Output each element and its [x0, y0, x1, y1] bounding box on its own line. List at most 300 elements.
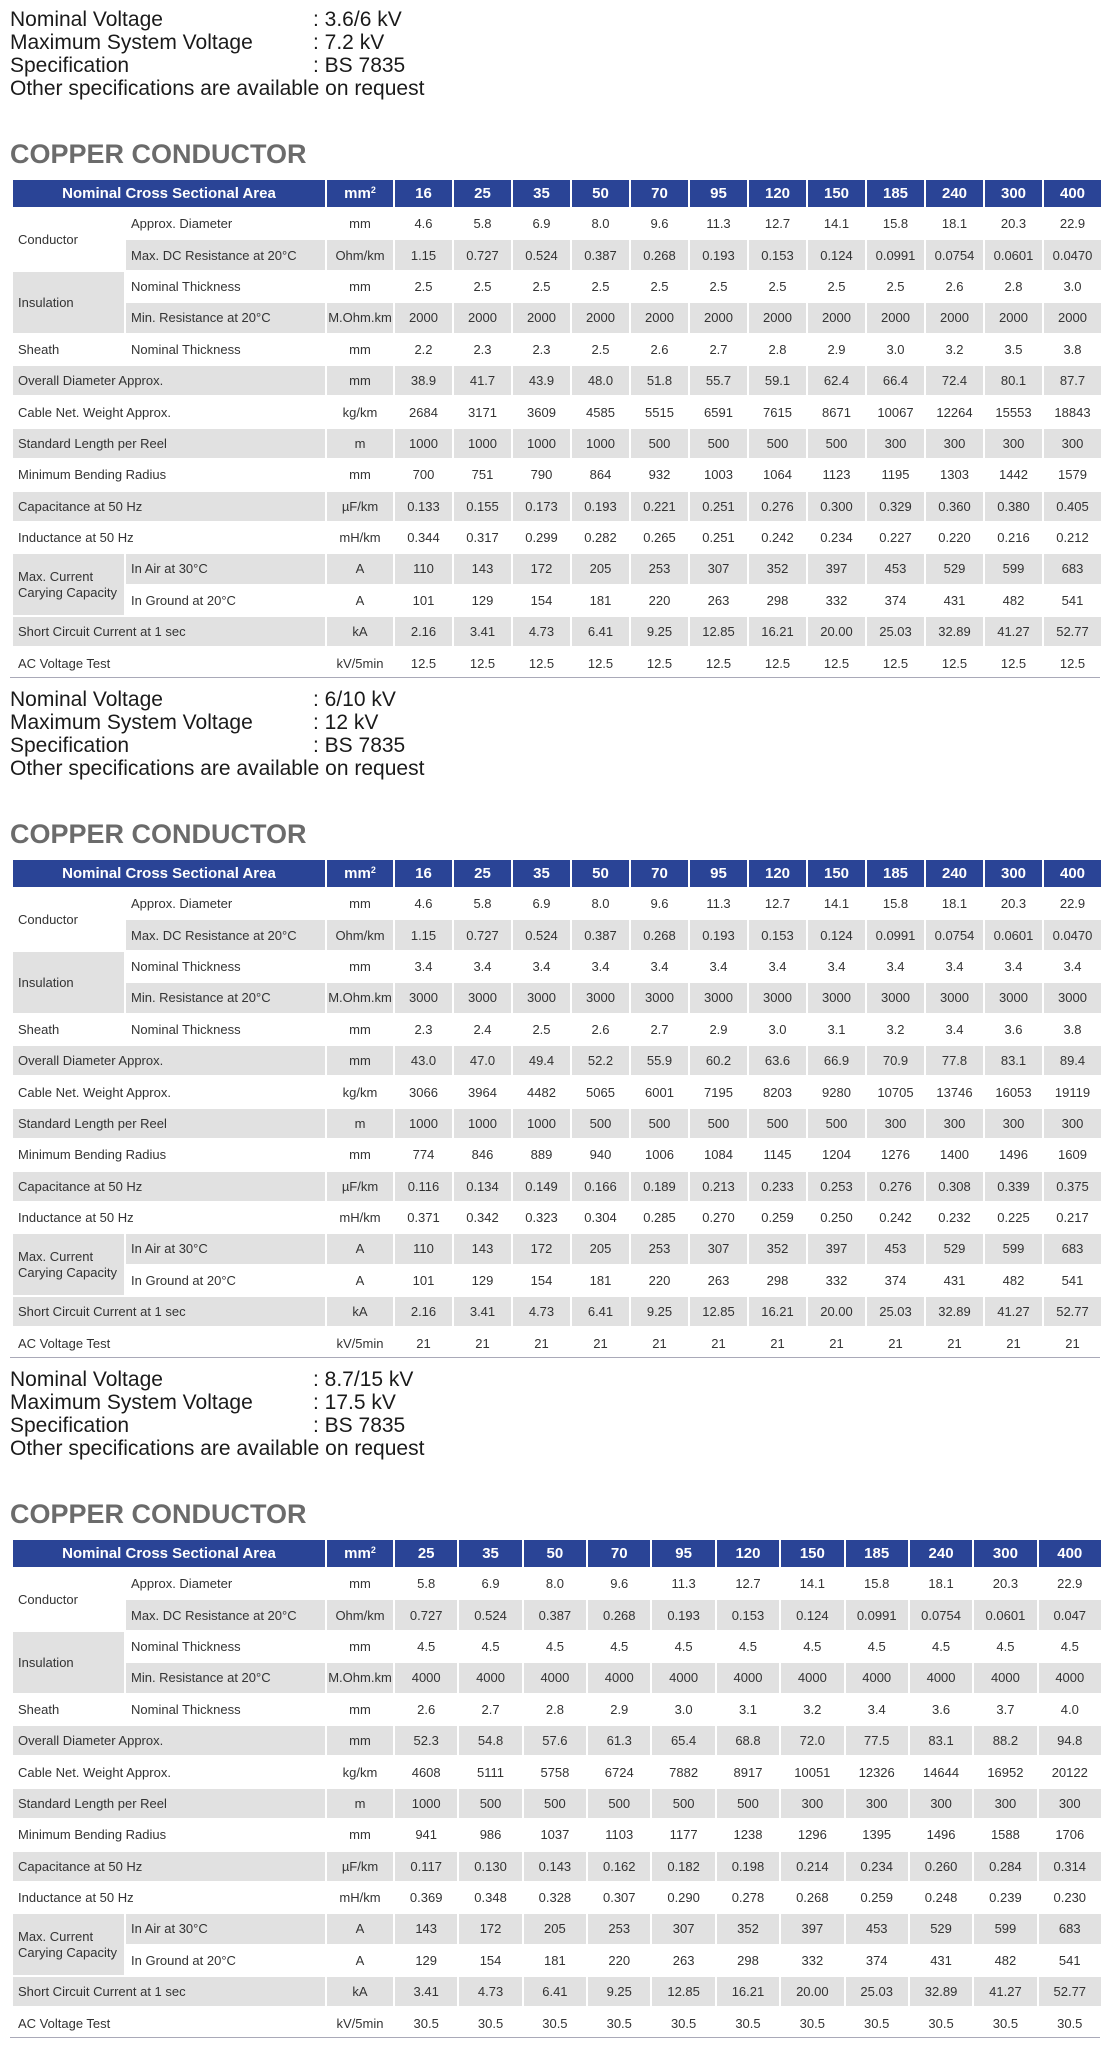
- header-size-185: 185: [846, 1540, 908, 1569]
- value-cell: 3000: [867, 983, 924, 1014]
- value-cell: 500: [652, 1789, 714, 1820]
- value-cell: 129: [454, 1266, 511, 1297]
- value-cell: 16.21: [749, 1297, 806, 1328]
- header-size-120: 120: [749, 860, 806, 889]
- spec-label: Maximum System Voltage: [10, 31, 253, 54]
- header-size-70: 70: [631, 180, 688, 209]
- header-size-16: 16: [395, 180, 452, 209]
- value-cell: 0.116: [395, 1172, 452, 1203]
- value-cell: 41.27: [985, 1297, 1042, 1328]
- value-cell: 3.7: [974, 1695, 1036, 1726]
- value-cell: 0.251: [690, 492, 747, 523]
- value-cell: 6724: [588, 1757, 650, 1788]
- value-cell: 397: [781, 1914, 843, 1945]
- value-cell: 8671: [808, 397, 865, 428]
- group-label-conductor: Conductor: [13, 209, 124, 272]
- value-cell: 599: [985, 1234, 1042, 1265]
- row-label: Inductance at 50 Hz: [13, 1203, 325, 1234]
- value-cell: 15.8: [867, 889, 924, 920]
- value-cell: 0.242: [867, 1203, 924, 1234]
- value-cell: 0.193: [652, 1600, 714, 1631]
- value-cell: 4000: [974, 1663, 1036, 1694]
- row-label: Max. DC Resistance at 20°C: [126, 1600, 325, 1631]
- table-row: [13, 617, 1101, 648]
- value-cell: 22.9: [1044, 889, 1101, 920]
- value-cell: 500: [717, 1789, 779, 1820]
- value-cell: 66.9: [808, 1046, 865, 1077]
- value-cell: 4.5: [781, 1632, 843, 1663]
- value-cell: 263: [690, 586, 747, 617]
- value-cell: 143: [454, 1234, 511, 1265]
- row-label: Cable Net. Weight Approx.: [13, 1757, 325, 1788]
- row-unit: kA: [327, 1977, 393, 2008]
- value-cell: 32.89: [926, 617, 983, 648]
- value-cell: 6.41: [572, 1297, 629, 1328]
- value-cell: 352: [717, 1914, 779, 1945]
- row-unit: µF/km: [327, 1172, 393, 1203]
- value-cell: 12.5: [395, 648, 452, 679]
- header-size-50: 50: [572, 180, 629, 209]
- value-cell: 3000: [1044, 983, 1101, 1014]
- table-row: [13, 1046, 1101, 1077]
- row-label: In Ground at 20°C: [126, 586, 325, 617]
- value-cell: 5111: [459, 1757, 521, 1788]
- row-unit: m: [327, 1789, 393, 1820]
- table-row: [13, 1883, 1101, 1914]
- value-cell: 2.5: [631, 272, 688, 303]
- header-unit: [327, 180, 393, 209]
- value-cell: 2.8: [749, 335, 806, 366]
- spec-note: Other specifications are available on request: [10, 757, 425, 780]
- row-unit: µF/km: [327, 492, 393, 523]
- row-unit: M.Ohm.km: [327, 983, 393, 1014]
- row-label: Inductance at 50 Hz: [13, 1883, 325, 1914]
- value-cell: 4.5: [588, 1632, 650, 1663]
- value-cell: 129: [454, 586, 511, 617]
- value-cell: 172: [513, 1234, 570, 1265]
- value-cell: 374: [867, 1266, 924, 1297]
- table-header-row: [13, 1540, 1101, 1569]
- value-cell: 0.0754: [926, 920, 983, 951]
- value-cell: 41.27: [985, 617, 1042, 648]
- table-row: [13, 240, 1101, 271]
- value-cell: 0.276: [749, 492, 806, 523]
- value-cell: 431: [926, 586, 983, 617]
- value-cell: 253: [631, 554, 688, 585]
- value-cell: 4000: [524, 1663, 586, 1694]
- spec-max-voltage: [10, 1391, 424, 1414]
- value-cell: 700: [395, 460, 452, 491]
- group-label-conductor: Conductor: [13, 1569, 124, 1632]
- value-cell: 332: [808, 586, 865, 617]
- value-cell: 0.268: [631, 920, 688, 951]
- value-cell: 3.4: [808, 952, 865, 983]
- value-cell: 0.189: [631, 1172, 688, 1203]
- value-cell: 3000: [631, 983, 688, 1014]
- row-label: Cable Net. Weight Approx.: [13, 1077, 325, 1108]
- row-unit: mm: [327, 1046, 393, 1077]
- table-bottom-rule: [10, 2037, 1100, 2038]
- value-cell: 1579: [1044, 460, 1101, 491]
- value-cell: 12.5: [631, 648, 688, 679]
- spec-value: : BS 7835: [313, 54, 406, 77]
- value-cell: 3.2: [867, 1015, 924, 1046]
- row-label: Capacitance at 50 Hz: [13, 1852, 325, 1883]
- value-cell: 2000: [631, 303, 688, 334]
- header-size-25: 25: [454, 860, 511, 889]
- section-title: COPPER CONDUCTOR: [10, 139, 307, 169]
- value-cell: 55.7: [690, 366, 747, 397]
- value-cell: 0.217: [1044, 1203, 1101, 1234]
- value-cell: 2.5: [513, 1015, 570, 1046]
- value-cell: 3.41: [454, 1297, 511, 1328]
- value-cell: 3.4: [1044, 952, 1101, 983]
- spec-label: Nominal Voltage: [10, 688, 163, 711]
- value-cell: 10051: [781, 1757, 843, 1788]
- row-label: Overall Diameter Approx.: [13, 1046, 325, 1077]
- value-cell: 0.149: [513, 1172, 570, 1203]
- value-cell: 0.371: [395, 1203, 452, 1234]
- value-cell: 63.6: [749, 1046, 806, 1077]
- value-cell: 83.1: [910, 1726, 972, 1757]
- value-cell: 300: [974, 1789, 1036, 1820]
- value-cell: 3.5: [985, 335, 1042, 366]
- value-cell: 3.4: [454, 952, 511, 983]
- table-row: [13, 1757, 1101, 1788]
- row-unit: mH/km: [327, 1883, 393, 1914]
- value-cell: 0.524: [459, 1600, 521, 1631]
- value-cell: 397: [808, 554, 865, 585]
- value-cell: 4.5: [459, 1632, 521, 1663]
- value-cell: 21: [1044, 1328, 1101, 1359]
- table-row: [13, 648, 1101, 679]
- value-cell: 60.2: [690, 1046, 747, 1077]
- row-label: In Air at 30°C: [126, 1234, 325, 1265]
- value-cell: 599: [974, 1914, 1036, 1945]
- value-cell: 2.5: [749, 272, 806, 303]
- header-unit: [327, 1540, 393, 1569]
- value-cell: 0.317: [454, 523, 511, 554]
- value-cell: 3.2: [781, 1695, 843, 1726]
- value-cell: 541: [1044, 586, 1101, 617]
- header-size-150: 150: [781, 1540, 843, 1569]
- value-cell: 790: [513, 460, 570, 491]
- value-cell: 2000: [808, 303, 865, 334]
- value-cell: 0.278: [717, 1883, 779, 1914]
- value-cell: 15553: [985, 397, 1042, 428]
- value-cell: 20.00: [808, 1297, 865, 1328]
- row-unit: A: [327, 554, 393, 585]
- value-cell: 500: [588, 1789, 650, 1820]
- row-label: Overall Diameter Approx.: [13, 1726, 325, 1757]
- value-cell: 2.6: [572, 1015, 629, 1046]
- value-cell: 263: [652, 1946, 714, 1977]
- value-cell: 220: [631, 1266, 688, 1297]
- value-cell: 7195: [690, 1077, 747, 1108]
- value-cell: 6.9: [513, 209, 570, 240]
- value-cell: 2.5: [454, 272, 511, 303]
- value-cell: 12.85: [652, 1977, 714, 2008]
- value-cell: 541: [1044, 1266, 1101, 1297]
- value-cell: 0.328: [524, 1883, 586, 1914]
- value-cell: 2.7: [690, 335, 747, 366]
- value-cell: 16053: [985, 1077, 1042, 1108]
- value-cell: 1177: [652, 1820, 714, 1851]
- value-cell: 986: [459, 1820, 521, 1851]
- value-cell: 500: [690, 429, 747, 460]
- value-cell: 0.242: [749, 523, 806, 554]
- row-label: Nominal Thickness: [126, 952, 325, 983]
- header-size-50: 50: [572, 860, 629, 889]
- value-cell: 0.285: [631, 1203, 688, 1234]
- value-cell: 3.4: [749, 952, 806, 983]
- value-cell: 3000: [572, 983, 629, 1014]
- value-cell: 0.369: [395, 1883, 457, 1914]
- table-row: [13, 1977, 1101, 2008]
- value-cell: 9.25: [631, 1297, 688, 1328]
- value-cell: 0.193: [690, 240, 747, 271]
- group-label-sheath: Sheath: [13, 335, 124, 366]
- value-cell: 25.03: [846, 1977, 908, 2008]
- table-row: [13, 889, 1101, 920]
- value-cell: 3.4: [926, 952, 983, 983]
- value-cell: 0.047: [1039, 1600, 1101, 1631]
- value-cell: 1000: [513, 429, 570, 460]
- row-unit: mm: [327, 366, 393, 397]
- value-cell: 4000: [588, 1663, 650, 1694]
- table-row: [13, 335, 1101, 366]
- value-cell: 21: [395, 1328, 452, 1359]
- value-cell: 500: [572, 1109, 629, 1140]
- value-cell: 2.3: [395, 1015, 452, 1046]
- value-cell: 0.0991: [867, 920, 924, 951]
- value-cell: 4000: [395, 1663, 457, 1694]
- header-cross-section-label: Nominal Cross Sectional Area: [13, 860, 325, 889]
- value-cell: 3000: [454, 983, 511, 1014]
- value-cell: 500: [749, 429, 806, 460]
- row-unit: mm: [327, 272, 393, 303]
- value-cell: 11.3: [652, 1569, 714, 1600]
- value-cell: 453: [867, 554, 924, 585]
- value-cell: 0.307: [588, 1883, 650, 1914]
- spec-table: [11, 1540, 1103, 2040]
- row-label: In Air at 30°C: [126, 554, 325, 585]
- value-cell: 253: [631, 1234, 688, 1265]
- row-unit: mm: [327, 1015, 393, 1046]
- header-size-400: 400: [1044, 860, 1101, 889]
- value-cell: 1496: [985, 1140, 1042, 1171]
- value-cell: 77.5: [846, 1726, 908, 1757]
- table-row: [13, 272, 1101, 303]
- value-cell: 2.2: [395, 335, 452, 366]
- value-cell: 4000: [1039, 1663, 1101, 1694]
- spec-nominal-voltage: [10, 1368, 424, 1391]
- value-cell: 0.220: [926, 523, 983, 554]
- value-cell: 1000: [395, 1109, 452, 1140]
- value-cell: 0.124: [808, 920, 865, 951]
- value-cell: 0.727: [454, 920, 511, 951]
- table-row: [13, 1726, 1101, 1757]
- row-label: Nominal Thickness: [126, 1632, 325, 1663]
- value-cell: 4.5: [910, 1632, 972, 1663]
- value-cell: 8.0: [524, 1569, 586, 1600]
- header-size-400: 400: [1044, 180, 1101, 209]
- value-cell: 300: [1044, 1109, 1101, 1140]
- value-cell: 22.9: [1039, 1569, 1101, 1600]
- row-unit: Ohm/km: [327, 1600, 393, 1631]
- value-cell: 8917: [717, 1757, 779, 1788]
- value-cell: 4000: [459, 1663, 521, 1694]
- header-size-240: 240: [926, 860, 983, 889]
- value-cell: 43.9: [513, 366, 570, 397]
- value-cell: 0.234: [846, 1852, 908, 1883]
- value-cell: 0.0754: [926, 240, 983, 271]
- value-cell: 20.00: [808, 617, 865, 648]
- value-cell: 5065: [572, 1077, 629, 1108]
- spec-value: : 12 kV: [313, 711, 379, 734]
- spec-table: [11, 860, 1103, 1360]
- value-cell: 4.5: [652, 1632, 714, 1663]
- value-cell: 12.7: [749, 889, 806, 920]
- value-cell: 1006: [631, 1140, 688, 1171]
- value-cell: 54.8: [459, 1726, 521, 1757]
- header-size-120: 120: [749, 180, 806, 209]
- header-unit-sup: 2: [370, 865, 376, 875]
- value-cell: 0.193: [572, 492, 629, 523]
- value-cell: 0.250: [808, 1203, 865, 1234]
- value-cell: 20.3: [974, 1569, 1036, 1600]
- value-cell: 62.4: [808, 366, 865, 397]
- value-cell: 72.0: [781, 1726, 843, 1757]
- value-cell: 500: [631, 1109, 688, 1140]
- value-cell: 154: [513, 586, 570, 617]
- value-cell: 500: [808, 1109, 865, 1140]
- value-cell: 0.0991: [867, 240, 924, 271]
- group-label-insulation: Insulation: [13, 272, 124, 335]
- value-cell: 352: [749, 554, 806, 585]
- value-cell: 21: [454, 1328, 511, 1359]
- value-cell: 4.73: [459, 1977, 521, 2008]
- value-cell: 3.4: [926, 1015, 983, 1046]
- value-cell: 0.124: [808, 240, 865, 271]
- row-label: Approx. Diameter: [126, 889, 325, 920]
- row-unit: mm: [327, 335, 393, 366]
- group-label-conductor: Conductor: [13, 889, 124, 952]
- value-cell: 25.03: [867, 1297, 924, 1328]
- table-row: [13, 1852, 1101, 1883]
- row-label: Minimum Bending Radius: [13, 1140, 325, 1171]
- value-cell: 10067: [867, 397, 924, 428]
- value-cell: 0.198: [717, 1852, 779, 1883]
- value-cell: 3.8: [1044, 335, 1101, 366]
- value-cell: 4000: [910, 1663, 972, 1694]
- value-cell: 72.4: [926, 366, 983, 397]
- value-cell: 3.6: [985, 1015, 1042, 1046]
- spec-note: Other specifications are available on request: [10, 1437, 425, 1460]
- value-cell: 0.270: [690, 1203, 747, 1234]
- row-label: In Air at 30°C: [126, 1914, 325, 1945]
- table-row: [13, 429, 1101, 460]
- value-cell: 1003: [690, 460, 747, 491]
- row-label: Short Circuit Current at 1 sec: [13, 1977, 325, 2008]
- value-cell: 205: [572, 1234, 629, 1265]
- row-unit: Ohm/km: [327, 920, 393, 951]
- value-cell: 68.8: [717, 1726, 779, 1757]
- row-label: Min. Resistance at 20°C: [126, 983, 325, 1014]
- spec-note: Other specifications are available on request: [10, 77, 425, 100]
- table-row: [13, 460, 1101, 491]
- value-cell: 18.1: [926, 889, 983, 920]
- value-cell: 4.5: [846, 1632, 908, 1663]
- value-cell: 9.25: [588, 1977, 650, 2008]
- value-cell: 5.8: [454, 889, 511, 920]
- header-size-95: 95: [690, 180, 747, 209]
- value-cell: 38.9: [395, 366, 452, 397]
- header-size-240: 240: [910, 1540, 972, 1569]
- group-label-insulation: Insulation: [13, 952, 124, 1015]
- value-cell: 2.8: [524, 1695, 586, 1726]
- value-cell: 2.5: [395, 272, 452, 303]
- value-cell: 0.234: [808, 523, 865, 554]
- value-cell: 3000: [513, 983, 570, 1014]
- value-cell: 9.6: [631, 209, 688, 240]
- value-cell: 0.329: [867, 492, 924, 523]
- group-label-current-capacity: Max. Current Carying Capacity: [13, 554, 124, 617]
- value-cell: 10705: [867, 1077, 924, 1108]
- row-label: Max. DC Resistance at 20°C: [126, 920, 325, 951]
- value-cell: 0.282: [572, 523, 629, 554]
- value-cell: 3.0: [749, 1015, 806, 1046]
- header-size-35: 35: [513, 860, 570, 889]
- value-cell: 352: [749, 1234, 806, 1265]
- value-cell: 940: [572, 1140, 629, 1171]
- row-label: AC Voltage Test: [13, 648, 325, 679]
- value-cell: 2.4: [454, 1015, 511, 1046]
- value-cell: 9.6: [588, 1569, 650, 1600]
- value-cell: 6.9: [513, 889, 570, 920]
- value-cell: 2000: [513, 303, 570, 334]
- value-cell: 2.5: [572, 272, 629, 303]
- row-unit: mm: [327, 1140, 393, 1171]
- value-cell: 300: [926, 429, 983, 460]
- value-cell: 172: [459, 1914, 521, 1945]
- value-cell: 220: [631, 586, 688, 617]
- header-size-35: 35: [459, 1540, 521, 1569]
- row-label: In Ground at 20°C: [126, 1266, 325, 1297]
- table-row: [13, 209, 1101, 240]
- value-cell: 3.41: [395, 1977, 457, 2008]
- value-cell: 683: [1044, 554, 1101, 585]
- spec-value: : 7.2 kV: [313, 31, 385, 54]
- value-cell: 48.0: [572, 366, 629, 397]
- spec-label: Maximum System Voltage: [10, 711, 253, 734]
- value-cell: 529: [926, 1234, 983, 1265]
- row-unit: Ohm/km: [327, 240, 393, 271]
- header-size-95: 95: [690, 860, 747, 889]
- row-label: Min. Resistance at 20°C: [126, 1663, 325, 1694]
- row-label: AC Voltage Test: [13, 2008, 325, 2039]
- value-cell: 16.21: [717, 1977, 779, 2008]
- value-cell: 500: [808, 429, 865, 460]
- header-size-150: 150: [808, 860, 865, 889]
- row-unit: kg/km: [327, 1757, 393, 1788]
- value-cell: 0.339: [985, 1172, 1042, 1203]
- value-cell: 0.133: [395, 492, 452, 523]
- value-cell: 482: [985, 1266, 1042, 1297]
- value-cell: 94.8: [1039, 1726, 1101, 1757]
- value-cell: 21: [867, 1328, 924, 1359]
- value-cell: 3000: [985, 983, 1042, 1014]
